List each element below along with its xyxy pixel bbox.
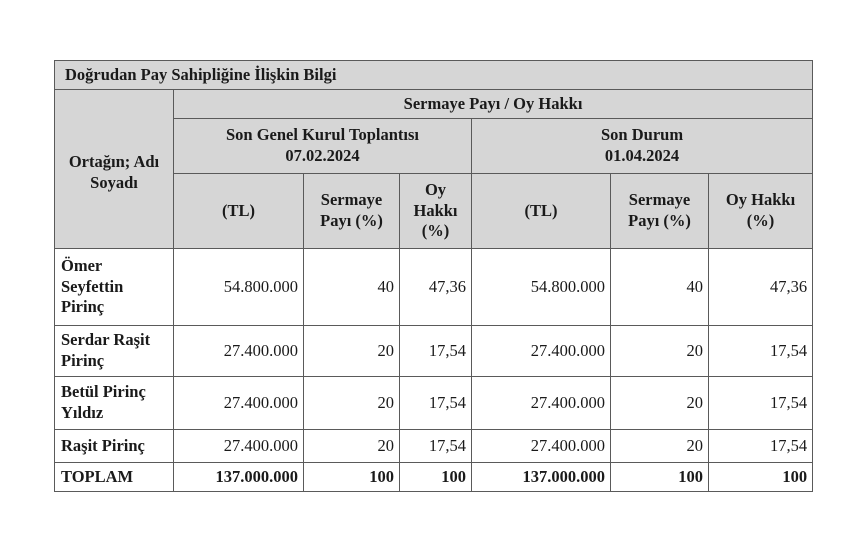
total-label: TOPLAM <box>55 463 174 492</box>
vote-value: 47,36 <box>709 249 813 326</box>
total-vote: 100 <box>709 463 813 492</box>
period1-date: 07.02.2024 <box>285 146 360 165</box>
vote-value: 17,54 <box>709 430 813 463</box>
table-title: Doğrudan Pay Sahipliğine İlişkin Bilgi <box>55 61 813 90</box>
total-share: 100 <box>611 463 709 492</box>
vote-value: 17,54 <box>709 326 813 377</box>
share-value: 20 <box>304 326 400 377</box>
tl-value: 27.400.000 <box>174 430 304 463</box>
vote-value: 47,36 <box>400 249 472 326</box>
col-vote-1: Oy Hakkı (%) <box>400 174 472 249</box>
tl-value: 54.800.000 <box>174 249 304 326</box>
shareholding-table <box>54 60 813 492</box>
tl-value: 27.400.000 <box>472 430 611 463</box>
total-vote: 100 <box>400 463 472 492</box>
tl-value: 27.400.000 <box>472 326 611 377</box>
col-tl-2: (TL) <box>472 174 611 249</box>
share-value: 20 <box>611 430 709 463</box>
shareholder-name-header: Ortağın; Adı Soyadı <box>55 90 174 249</box>
col-share-2: Sermaye Payı (%) <box>611 174 709 249</box>
total-tl: 137.000.000 <box>472 463 611 492</box>
tl-value: 27.400.000 <box>174 326 304 377</box>
shareholder-name: Serdar Raşit Pirinç <box>55 326 174 377</box>
col-share-1: Sermaye Payı (%) <box>304 174 400 249</box>
col-vote-2: Oy Hakkı (%) <box>709 174 813 249</box>
period2-title: Son Durum <box>601 125 684 145</box>
table-row <box>55 377 813 430</box>
vote-value: 17,54 <box>400 377 472 430</box>
share-value: 40 <box>611 249 709 326</box>
table-row <box>55 430 813 463</box>
table-row <box>55 249 813 326</box>
period1-title: Son Genel Kurul Toplantısı <box>225 125 420 145</box>
vote-value: 17,54 <box>400 430 472 463</box>
table-row <box>55 326 813 377</box>
total-row <box>55 463 813 492</box>
shareholder-name: Raşit Pirinç <box>55 430 174 463</box>
share-value: 20 <box>304 377 400 430</box>
share-value: 20 <box>611 326 709 377</box>
period2-date: 01.04.2024 <box>604 146 680 165</box>
share-value: 20 <box>304 430 400 463</box>
vote-value: 17,54 <box>400 326 472 377</box>
current-status-header <box>472 119 813 174</box>
tl-value: 54.800.000 <box>472 249 611 326</box>
last-general-meeting-header <box>174 119 472 174</box>
share-value: 20 <box>611 377 709 430</box>
col-tl-1: (TL) <box>174 174 304 249</box>
total-share: 100 <box>304 463 400 492</box>
shareholder-name: Betül Pirinç Yıldız <box>55 377 174 430</box>
shareholder-name: Ömer Seyfettin Pirinç <box>55 249 174 326</box>
tl-value: 27.400.000 <box>174 377 304 430</box>
total-tl: 137.000.000 <box>174 463 304 492</box>
capital-vote-group-header: Sermaye Payı / Oy Hakkı <box>174 90 813 119</box>
vote-value: 17,54 <box>709 377 813 430</box>
tl-value: 27.400.000 <box>472 377 611 430</box>
share-value: 40 <box>304 249 400 326</box>
